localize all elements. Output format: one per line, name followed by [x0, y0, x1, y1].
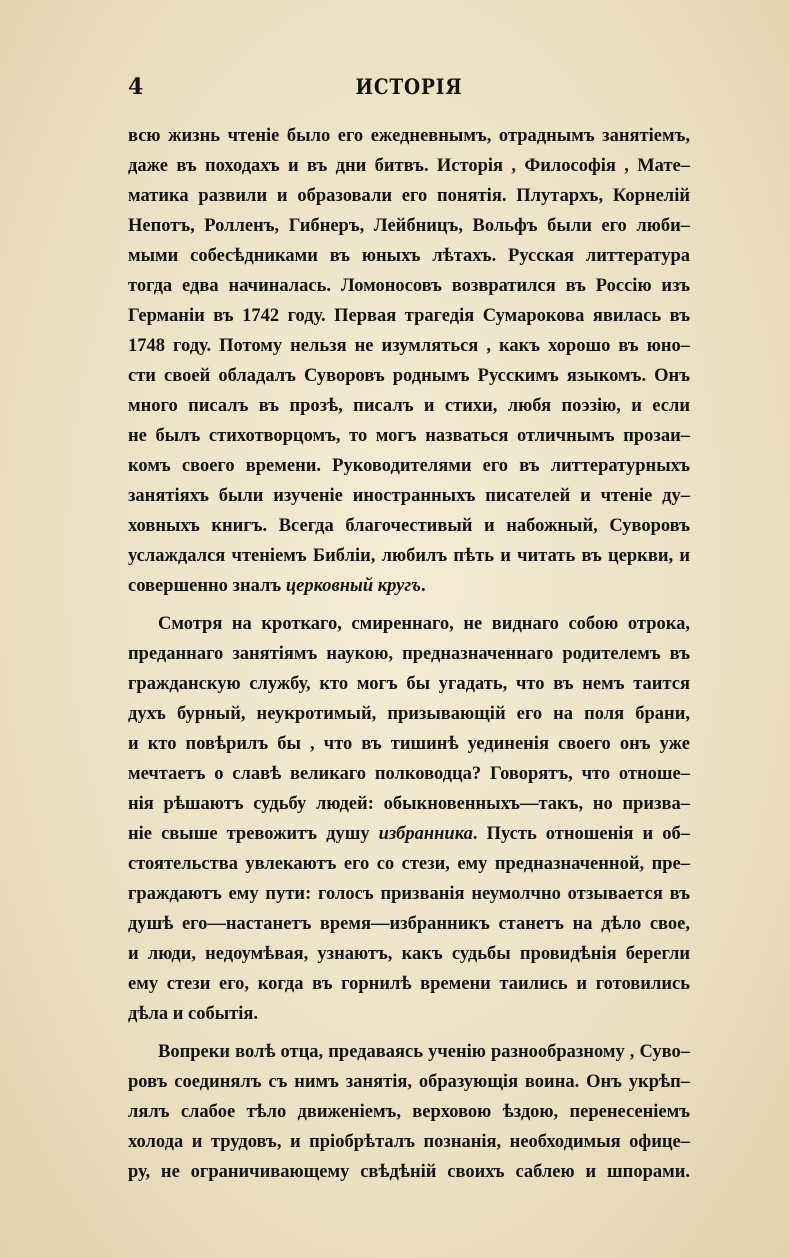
text-line: и кто повѣрилъ бы , что въ тишинѣ уединенія своего онъ уже: [128, 734, 690, 754]
text-line: ровъ соединялъ съ нимъ занятія, образующія воина. Онъ укрѣп–: [128, 1072, 690, 1092]
text-line: преданнаго занятіямъ наукою, предназначеннаго родителемъ въ: [128, 644, 690, 664]
text-line: ховныхъ книгъ. Всегда благочестивый и набожный, Суворовъ: [128, 516, 690, 536]
text-line: Смотря на кроткаго, смиреннаго, не виднаго собою отрока,: [158, 614, 690, 634]
text-line: [128, 571, 690, 601]
text-line: ему стези его, когда въ горнилѣ времени таились и готовились: [128, 974, 690, 994]
text-line: мыми собесѣдниками въ юныхъ лѣтахъ. Русская литтература: [128, 246, 690, 266]
page-header: [128, 74, 690, 104]
text-run: . Пусть отношенія и об–: [472, 824, 690, 844]
page-number: 4: [128, 74, 144, 100]
text-line: холода и трудовъ, и пріобрѣталъ познанія, необходимыя офице–: [128, 1132, 690, 1152]
text-line: много писалъ въ прозѣ, писалъ и стихи, любя поэзію, и если: [128, 396, 690, 416]
paragraph-1: [128, 121, 690, 601]
running-title: ИСТОРІЯ: [355, 74, 463, 99]
text-line: комъ своего времени. Руководителями его въ литтературныхъ: [128, 456, 690, 476]
text-line: мечтаетъ о славѣ великаго полководца? Говорятъ, что отноше–: [128, 764, 690, 784]
text-line: ру, не ограничивающему свѣдѣній своихъ саблею и шпорами.: [128, 1162, 690, 1182]
text-line: 1748 году. Потому нельзя не изумляться , какъ хорошо въ юно–: [128, 336, 690, 356]
text-line: гражданскую службу, кто могъ бы угадать, что въ немъ таится: [128, 674, 690, 694]
text-line: не былъ стихотворцомъ, то могъ назваться отличнымъ прозаи–: [128, 426, 690, 446]
text-line: всю жизнь чтеніе было его ежедневнымъ, отраднымъ занятіемъ,: [128, 126, 690, 146]
text-line: духъ бурный, неукротимый, призывающій его на поля брани,: [128, 704, 690, 724]
text-run: совершенно зналъ: [128, 576, 286, 596]
text-line: услаждался чтеніемъ Библіи, любилъ пѣть и читать въ церкви, и: [128, 546, 690, 566]
text-line: даже въ походахъ и въ дни битвъ. Исторія , Философія , Мате–: [128, 156, 690, 176]
body-text: [128, 121, 690, 1187]
text-line: сти своей обладалъ Суворовъ роднымъ Русскимъ языкомъ. Онъ: [128, 366, 690, 386]
text-line: матика развили и образовали его понятія. Плутархъ, Корнелій: [128, 186, 690, 206]
text-line: дѣла и событія.: [128, 1004, 259, 1024]
text-line: лялъ слабое тѣло движеніемъ, верховою ѣздою, перенесеніемъ: [128, 1102, 690, 1122]
text-line: тогда едва начиналась. Ломоносовъ возвратился въ Россію изъ: [128, 276, 690, 296]
text-line: Германіи въ 1742 году. Первая трагедія Сумарокова явилась въ: [128, 306, 690, 326]
italic-term: избранника: [378, 824, 473, 844]
text-line: граждаютъ ему пути: голосъ призванія неумолчно отзывается въ: [128, 884, 690, 904]
text-line: и люди, недоумѣвая, узнаютъ, какъ судьбы провидѣнія берегли: [128, 944, 690, 964]
text-line: нія рѣшаютъ судьбу людей: обыкновенныхъ—такъ, но призва–: [128, 794, 690, 814]
text-line: занятіяхъ были изученіе иностранныхъ писателей и чтеніе ду–: [128, 486, 690, 506]
text-run: .: [420, 576, 426, 596]
text-line: Непотъ, Ролленъ, Гибнеръ, Лейбницъ, Вольфъ были его люби–: [128, 216, 690, 236]
paragraph-2: [128, 609, 690, 1029]
text-line: [128, 819, 690, 849]
text-run: ніе свыше тревожитъ душу: [128, 824, 379, 844]
text-line: стоятельства увлекаютъ его со стези, ему предназначенной, пре–: [128, 854, 690, 874]
text-line: Вопреки волѣ отца, предаваясь ученію разнообразному , Суво–: [158, 1042, 690, 1062]
italic-term: церковный кругъ: [285, 576, 421, 596]
text-line: душѣ его—настанетъ время—избранникъ станетъ на дѣло свое,: [128, 914, 690, 934]
paragraph-3: [128, 1037, 690, 1187]
